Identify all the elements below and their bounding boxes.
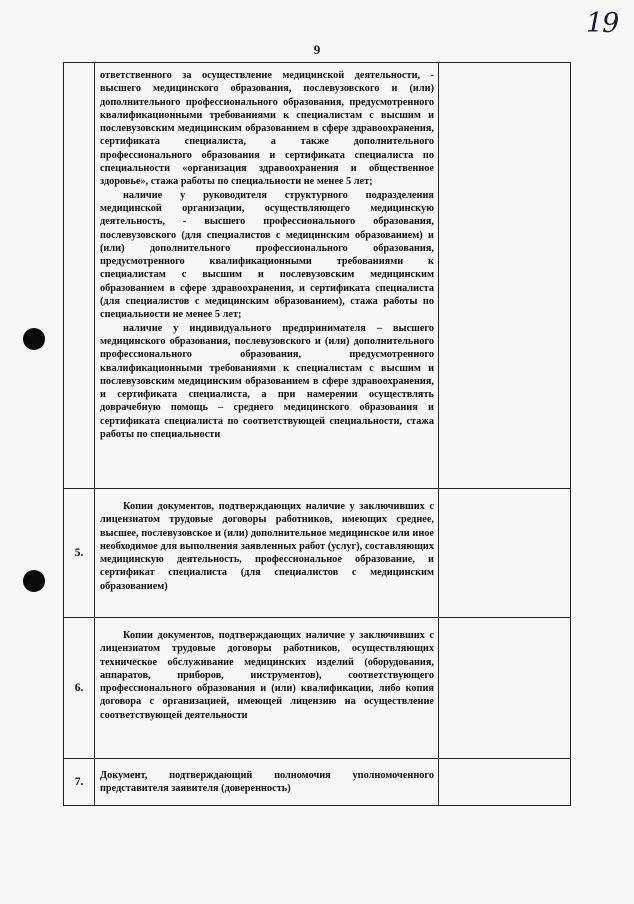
empty-cell (439, 759, 571, 806)
paragraph: ответственного за осуществление медицинской деятельности, - высшего медицинского образования, послевузовского и (или) дополнительного профессионального образования, предусмотренного квалификационными требованиями к специалистам с высшим и послевузовским медицинским образованием в сфере здравоохранения, сертификата специалиста, а также дополнительного профессионального образования и сертификата специалиста по специальности «организация здравоохранения и общественное здоровье», стажа работы по специальности не менее 5 лет; (100, 70, 434, 188)
empty-cell (439, 618, 571, 759)
paragraph: Копии документов, подтверждающих наличие у заключивших с лицензиатом трудовые договоры работников, имеющих среднее, высшее, послевузовское и (или) дополнительное медицинское или иное необходимое для выполнения заявленных работ (услуг), составляющих медицинскую деятельность, профессиональное образование, и сертификат специалиста (для специалистов с медицинским образованием) (100, 501, 434, 592)
page-number: 9 (313, 42, 321, 57)
document-table (63, 62, 571, 806)
punch-hole-bottom (23, 570, 45, 592)
paragraph: Документ, подтверждающий полномочия уполномоченного представителя заявителя (доверенность) (100, 769, 434, 794)
row-text (95, 63, 439, 489)
empty-cell (439, 489, 571, 618)
table-row (64, 618, 571, 759)
handwritten-page-number: 19 (586, 8, 619, 39)
paragraph: наличие у индивидуального предпринимателя – высшего медицинского образования, послевузовского и (или) дополнительного профессионального образования, предусмотренного квалификационными требованиями к специалистам с высшим и послевузовским медицинским образованием в сфере здравоохранения, и сертификата специалиста, а при намерении осуществлять доврачебную помощь – среднего медицинского образования и сертификата специалиста по соответствующей специальности, стажа работы по специальности (100, 322, 434, 441)
paragraph: Копии документов, подтверждающих наличие у заключивших с лицензиатом трудовые договоры работников, осуществляющих техническое обслуживание медицинских изделий (оборудования, аппаратов, приборов, инструментов), соответствующего профессионального образования и (или) квалификации, либо копия договора с организацией, имеющей лицензию на осуществление соответствующей деятельности (100, 630, 434, 721)
table-row (64, 63, 571, 489)
row-text (95, 489, 439, 618)
punch-hole-top (23, 328, 45, 350)
row-number (64, 63, 95, 489)
paragraph: наличие у руководителя структурного подразделения медицинской организации, осуществляющего медицинскую деятельность, - высшего профессионального образования, послевузовского (для специалистов с медицинским образованием) и (или) дополнительного профессионального образования, предусмотренного квалификационными требованиями к специалистам с высшим и послевузовским медицинским образованием в сфере здравоохранения, и сертификата специалиста (для специалистов с медицинским образованием), стажа работы по специальности не менее 5 лет; (100, 189, 434, 321)
row-number: 6. (64, 618, 95, 759)
empty-cell (439, 63, 571, 489)
table-row (64, 759, 571, 806)
row-text (95, 759, 439, 806)
row-number: 7. (64, 759, 95, 806)
table-row (64, 489, 571, 618)
row-text (95, 618, 439, 759)
row-number: 5. (64, 489, 95, 618)
